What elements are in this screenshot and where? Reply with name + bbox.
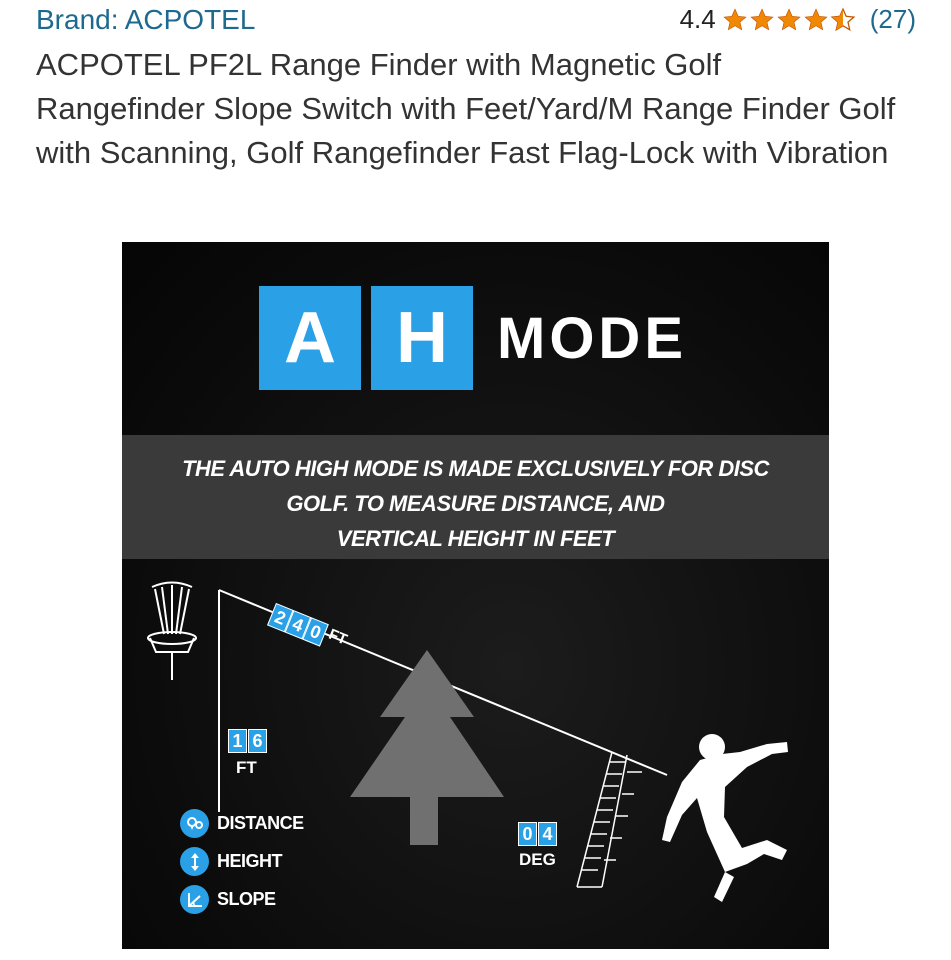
distance-unit: FT [326,625,350,649]
angle-unit: DEG [519,850,556,869]
star-half-icon [830,7,856,33]
mode-letter-h: H [371,286,473,390]
distance-digit: 0 [302,617,329,646]
description-line: VERTICAL HEIGHT IN FEET [336,526,615,551]
mode-letter-a: A [259,286,361,390]
tree-icon [350,650,504,845]
header-row [36,4,916,42]
legend-height [180,847,282,876]
legend-slope [180,885,276,914]
distance-pin-icon [180,809,209,838]
rating-value: 4.4 [679,4,716,34]
product-image[interactable] [122,242,829,949]
description-line: GOLF. TO MEASURE DISTANCE, AND [286,491,665,516]
distance-digit: 2 [267,603,294,632]
rating[interactable] [680,4,916,35]
review-count-link[interactable]: (27) [869,4,916,34]
legend-distance [180,809,304,838]
star-full-icon [749,7,775,33]
slope-scale [577,752,642,887]
star-full-icon [722,7,748,33]
height-arrow-icon [180,847,209,876]
disc-golfer-icon [662,734,788,902]
scene-illustration [122,242,829,949]
star-full-icon [803,7,829,33]
mode-word: MODE [497,305,687,371]
height-digit: 6 [248,729,267,753]
distance-digit: 4 [285,610,312,639]
legend-label: DISTANCE [217,813,304,833]
brand-link[interactable]: Brand: ACPOTEL [36,4,256,35]
height-digit: 1 [228,729,247,753]
legend-label: SLOPE [217,889,276,909]
product-title: ACPOTEL PF2L Range Finder with Magnetic Golf Rangefinder Slope Switch with Feet/Yard/M Range Finder Golf with Scanning, Golf Rangefinder Fast Flag-Lock with Vibration [36,47,896,170]
height-unit: FT [236,758,257,777]
star-rating[interactable] [722,7,856,33]
disc-golf-basket-icon [148,583,196,681]
angle-digit: 0 [518,822,537,846]
angle-digit: 4 [538,822,557,846]
star-full-icon [776,7,802,33]
legend-label: HEIGHT [217,851,283,871]
description-line: THE AUTO HIGH MODE IS MADE EXCLUSIVELY FOR DISC [182,456,769,481]
slope-angle-icon [180,885,209,914]
